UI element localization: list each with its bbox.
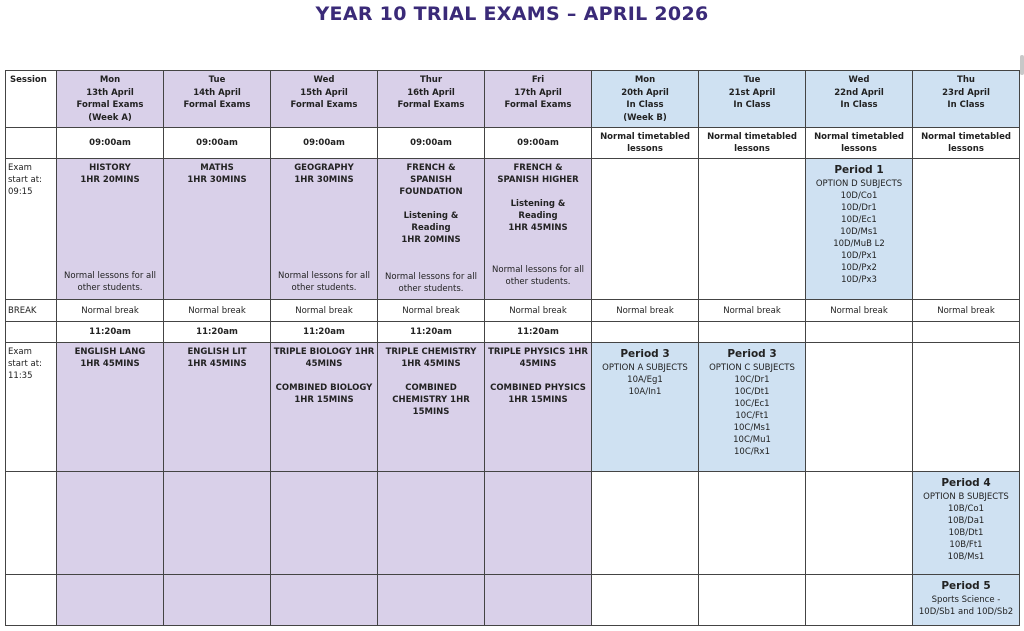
break-end-time: 11:20am: [378, 322, 485, 343]
day-header: Fri 17th April Formal Exams: [485, 71, 592, 128]
empty-cell: [913, 322, 1020, 343]
exam-history: HISTORY 1HR 20MINS Normal lessons for all other students.: [57, 159, 164, 300]
exam-block-empty: [57, 575, 164, 626]
exam-start-label: Exam start at: 11:35: [6, 343, 57, 472]
exam-english-lang: ENGLISH LANG 1HR 45MINS: [57, 343, 164, 472]
normal-break: Normal break: [378, 300, 485, 322]
exam-block-empty: [57, 472, 164, 575]
afternoon-row-2: [6, 575, 1020, 626]
afternoon-row-1: [6, 472, 1020, 575]
exam-note: Normal lessons for all other students.: [385, 272, 477, 294]
normal-break: Normal break: [592, 300, 699, 322]
period-3-block: Period 3 OPTION A SUBJECTS 10A/Eg1 10A/In1: [592, 343, 699, 472]
exam-block-empty: [164, 575, 271, 626]
start-time: 09:00am: [57, 128, 164, 159]
empty-cell: [6, 128, 57, 159]
normal-break: Normal break: [806, 300, 913, 322]
exam-note: Normal lessons for all other students.: [492, 265, 584, 287]
morning-exam-row: [6, 159, 1020, 300]
exam-block-empty: [271, 575, 378, 626]
day-header: Mon 20th April In Class (Week B): [592, 71, 699, 128]
day-header: Tue 21st April In Class: [699, 71, 806, 128]
normal-lessons: Normal timetabled lessons: [592, 128, 699, 159]
normal-lessons: Normal timetabled lessons: [913, 128, 1020, 159]
exam-chemistry: TRIPLE CHEMISTRY 1HR 45MINS COMBINED CHEMISTRY 1HR 15MINS: [378, 343, 485, 472]
break-end-time: 11:20am: [271, 322, 378, 343]
empty-cell: [806, 343, 913, 472]
empty-cell: [913, 343, 1020, 472]
day-header: Tue 14th April Formal Exams: [164, 71, 271, 128]
break-time-row: [6, 322, 1020, 343]
empty-cell: [806, 472, 913, 575]
exam-physics: TRIPLE PHYSICS 1HR 45MINS COMBINED PHYSICS 1HR 15MINS: [485, 343, 592, 472]
empty-cell: [592, 159, 699, 300]
session-header: Session: [6, 71, 57, 128]
exam-note: Normal lessons for all other students.: [64, 271, 156, 293]
break-label: BREAK: [6, 300, 57, 322]
empty-cell: [6, 472, 57, 575]
scrollbar-thumb[interactable]: [1020, 55, 1024, 75]
header-row: [6, 71, 1020, 128]
day-header: Thu 23rd April In Class: [913, 71, 1020, 128]
exam-maths: MATHS 1HR 30MINS: [164, 159, 271, 300]
normal-break: Normal break: [271, 300, 378, 322]
exam-note: Normal lessons for all other students.: [278, 271, 370, 293]
period-1-block: Period 1 OPTION D SUBJECTS 10D/Co1 10D/Dr1 10D/Ec1 10D/Ms1 10D/MuB L2 10D/Px1 10D/Px2 10D/Px3: [806, 159, 913, 300]
period-4-block: Period 4 OPTION B SUBJECTS 10B/Co1 10B/Da1 10B/Dt1 10B/Ft1 10B/Ms1: [913, 472, 1020, 575]
start-time: 09:00am: [271, 128, 378, 159]
normal-break: Normal break: [699, 300, 806, 322]
period-3-block: Period 3 OPTION C SUBJECTS 10C/Dr1 10C/Dt1 10C/Ec1 10C/Ft1 10C/Ms1 10C/Mu1 10C/Rx1: [699, 343, 806, 472]
period-5-block: Period 5 Sports Science - 10D/Sb1 and 10D/Sb2: [913, 575, 1020, 626]
empty-cell: [592, 322, 699, 343]
exam-block-empty: [378, 575, 485, 626]
start-time-row: [6, 128, 1020, 159]
empty-cell: [6, 575, 57, 626]
exam-block-empty: [485, 472, 592, 575]
exam-block-empty: [164, 472, 271, 575]
exam-biology: TRIPLE BIOLOGY 1HR 45MINS COMBINED BIOLOGY 1HR 15MINS: [271, 343, 378, 472]
exam-french-spanish-higher: FRENCH & SPANISH HIGHER Listening & Reading 1HR 45MINS Normal lessons for all other students.: [485, 159, 592, 300]
empty-cell: [913, 159, 1020, 300]
start-time: 09:00am: [164, 128, 271, 159]
empty-cell: [806, 322, 913, 343]
normal-lessons: Normal timetabled lessons: [806, 128, 913, 159]
start-time: 09:00am: [485, 128, 592, 159]
exam-block-empty: [485, 575, 592, 626]
day-header: Wed 22nd April In Class: [806, 71, 913, 128]
break-end-time: 11:20am: [485, 322, 592, 343]
exam-block-empty: [378, 472, 485, 575]
break-end-time: 11:20am: [164, 322, 271, 343]
exam-geography: GEOGRAPHY 1HR 30MINS Normal lessons for all other students.: [271, 159, 378, 300]
break-row: [6, 300, 1020, 322]
exam-timetable: [5, 70, 1020, 626]
normal-break: Normal break: [164, 300, 271, 322]
normal-break: Normal break: [485, 300, 592, 322]
empty-cell: [6, 322, 57, 343]
normal-break: Normal break: [913, 300, 1020, 322]
empty-cell: [592, 472, 699, 575]
exam-start-label: Exam start at: 09:15: [6, 159, 57, 300]
midday-exam-row: [6, 343, 1020, 472]
empty-cell: [699, 472, 806, 575]
day-header: Wed 15th April Formal Exams: [271, 71, 378, 128]
exam-french-spanish-foundation: FRENCH & SPANISH FOUNDATION Listening & Reading 1HR 20MINS Normal lessons for all other students.: [378, 159, 485, 300]
empty-cell: [699, 322, 806, 343]
empty-cell: [699, 575, 806, 626]
page-title: YEAR 10 TRIAL EXAMS – APRIL 2026: [315, 3, 709, 25]
break-end-time: 11:20am: [57, 322, 164, 343]
day-header: Mon 13th April Formal Exams (Week A): [57, 71, 164, 128]
normal-break: Normal break: [57, 300, 164, 322]
start-time: 09:00am: [378, 128, 485, 159]
empty-cell: [806, 575, 913, 626]
normal-lessons: Normal timetabled lessons: [699, 128, 806, 159]
empty-cell: [592, 575, 699, 626]
day-header: Thur 16th April Formal Exams: [378, 71, 485, 128]
exam-block-empty: [271, 472, 378, 575]
empty-cell: [699, 159, 806, 300]
exam-english-lit: ENGLISH LIT 1HR 45MINS: [164, 343, 271, 472]
